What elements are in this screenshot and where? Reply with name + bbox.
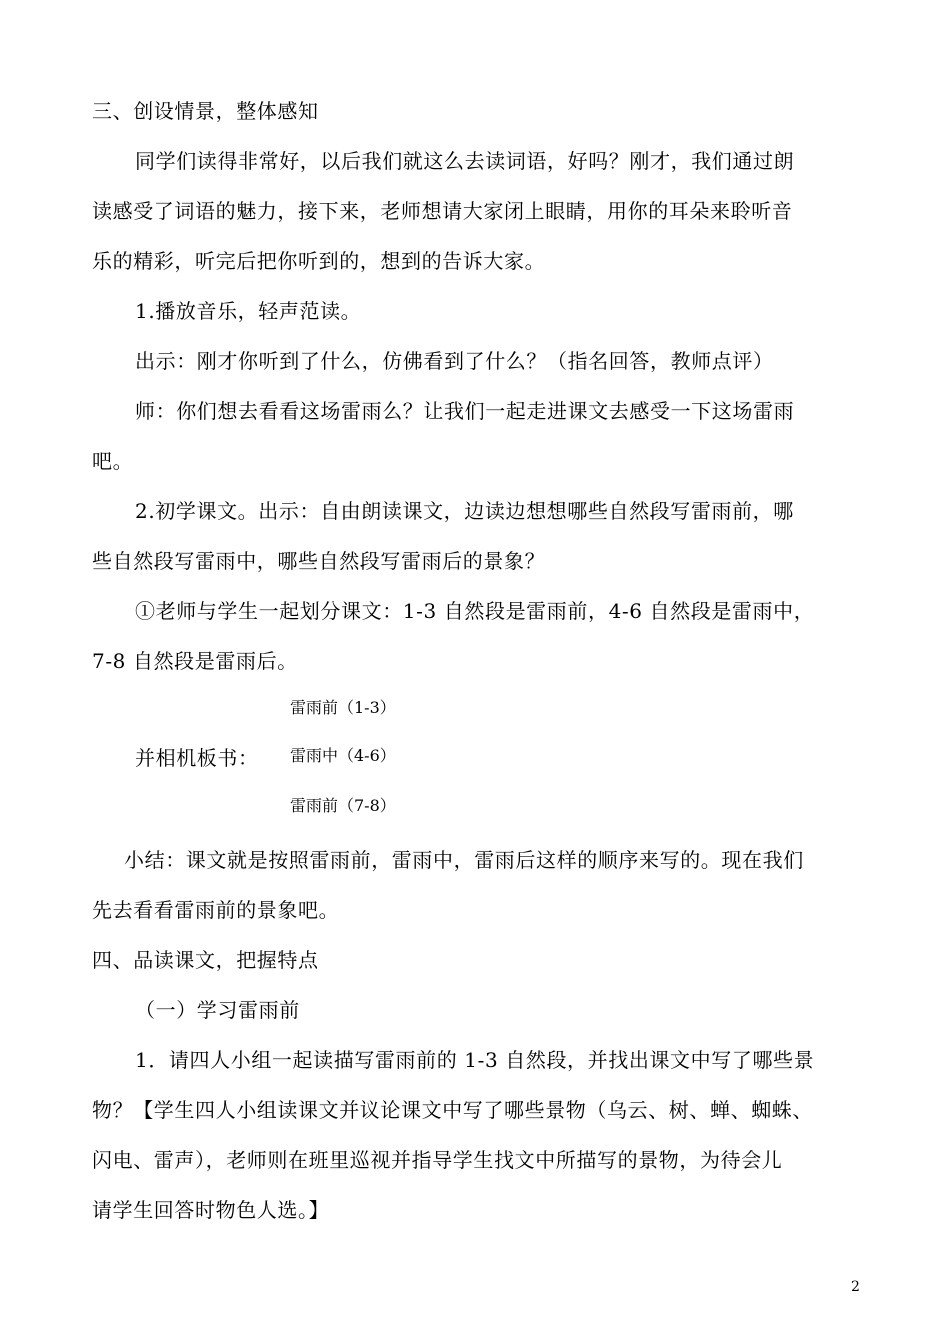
board-label: 并相机板书： [135,746,259,770]
step-2: 2.初学课文。出示：自由朗读课文，边读边想想哪些自然段写雷雨前，哪 [135,499,794,523]
item-text: 物？【学生四人小组读课文并议论课文中写了哪些景物（乌云、树、蝉、蜘蛛、 [92,1098,813,1122]
step-1: 1.播放音乐，轻声范读。 [135,299,362,323]
summary-text: 小结：课文就是按照雷雨前，雷雨中，雷雨后这样的顺序来写的。现在我们 [124,848,804,872]
teacher-line: 吧。 [92,449,134,473]
divide-text: ①老师与学生一起划分课文：1-3 自然段是雷雨前，4-6 自然段是雷雨中， [135,599,815,623]
step-2: 些自然段写雷雨中，哪些自然段写雷雨后的景象？ [92,549,546,573]
paragraph-line: 同学们读得非常好，以后我们就这么去读词语，好吗？刚才，我们通过朗 [135,149,795,173]
paragraph-line: 乐的精彩，听完后把你听到的，想到的告诉大家。 [92,249,546,273]
summary-text: 先去看看雷雨前的景象吧。 [92,898,340,922]
item-text: 闪电、雷声），老师则在班里巡视并指导学生找文中所描写的景物，为待会儿 [92,1148,783,1172]
item-text: 请学生回答时物色人选。】 [92,1198,330,1222]
board-item: 雷雨前（1-3） [290,698,396,717]
subsection-heading: （一）学习雷雨前 [135,998,300,1022]
show-question: 出示：刚才你听到了什么，仿佛看到了什么？（指名回答，教师点评） [135,349,774,373]
teacher-line: 师：你们想去看看这场雷雨么？让我们一起走进课文去感受一下这场雷雨 [135,399,795,423]
paragraph-line: 读感受了词语的魅力，接下来，老师想请大家闭上眼睛，用你的耳朵来聆听音 [92,199,793,223]
divide-text: 7-8 自然段是雷雨后。 [92,649,298,673]
section-4-heading: 四、品读课文，把握特点 [92,948,319,972]
board-item: 雷雨前（7-8） [290,796,396,815]
section-3-heading: 三、创设情景，整体感知 [92,99,319,123]
board-item: 雷雨中（4-6） [290,746,396,765]
item-text: 1．请四人小组一起读描写雷雨前的 1-3 自然段，并找出课文中写了哪些景 [135,1048,815,1072]
page-number: 2 [851,1279,860,1295]
